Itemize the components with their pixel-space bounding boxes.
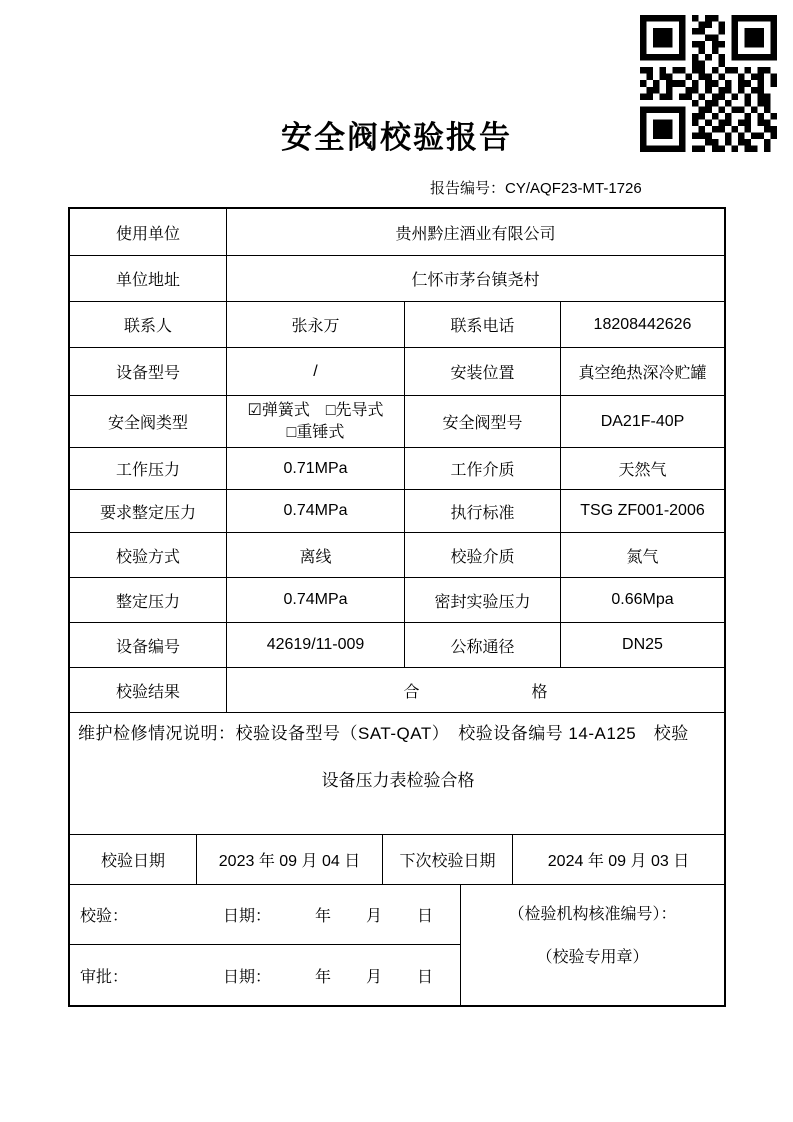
value-install-location: 真空绝热深冷贮罐 xyxy=(578,365,707,382)
value-calibration-date: 2023 年 09 月 04 日 xyxy=(197,835,383,884)
label-required-set-pressure: 要求整定压力 xyxy=(70,490,227,532)
table-row-set-pressure xyxy=(70,578,724,623)
table-row-use-unit xyxy=(70,209,724,256)
value-required-set-pressure: 0.74MPa xyxy=(227,490,405,532)
value-calibration-medium: 氮气 xyxy=(626,548,659,566)
report-number-label: 报告编号： xyxy=(430,180,506,197)
value-seal-test-pressure: 0.66Mpa xyxy=(611,591,674,608)
label-nominal-diameter: 公称通径 xyxy=(405,623,561,667)
label-equipment-number: 设备编号 xyxy=(70,623,227,667)
label-approver-sign: 审批： xyxy=(80,968,129,986)
value-equipment-model: / xyxy=(227,348,405,395)
signature-block xyxy=(70,885,461,1005)
table-row-maintenance-note xyxy=(70,713,724,835)
label-working-medium: 工作介质 xyxy=(405,448,561,489)
label-seal-test-pressure: 密封实验压力 xyxy=(405,578,561,622)
valve-type-checkboxes-line2: □重锤式 xyxy=(286,423,345,441)
value-nominal-diameter: DN25 xyxy=(622,636,663,653)
table-row-calibration-method xyxy=(70,533,724,578)
table-row-calibration-date xyxy=(70,835,724,885)
stamp-special-seal-label: （校验专用章） xyxy=(536,949,649,966)
label-set-pressure: 整定压力 xyxy=(70,578,227,622)
calibrator-date-ymd: 年 月 日 xyxy=(315,908,435,925)
value-valve-type xyxy=(227,396,405,447)
table-row-valve-type xyxy=(70,396,724,448)
label-contact-person: 联系人 xyxy=(70,302,227,347)
label-calibration-date: 校验日期 xyxy=(70,835,197,884)
maintenance-note-line2: 设备压力表检验合格 xyxy=(321,771,475,790)
maintenance-note xyxy=(70,713,724,834)
value-valve-model: DA21F-40P xyxy=(600,412,685,430)
label-calibrator-sign: 校验： xyxy=(80,908,129,925)
value-contact-phone: 18208442626 xyxy=(593,315,692,333)
report-table xyxy=(68,207,726,1007)
signature-row-calibrator xyxy=(70,885,460,945)
value-next-calibration-date: 2024 年 09 月 03 日 xyxy=(547,853,690,870)
label-result: 校验结果 xyxy=(70,668,227,712)
value-equipment-number: 42619/11-009 xyxy=(227,623,405,667)
value-contact-person: 张永万 xyxy=(227,302,405,347)
value-calibration-method: 离线 xyxy=(227,533,405,577)
label-valve-model: 安全阀型号 xyxy=(405,396,561,447)
report-number-value: CY/AQF23-MT-1726 xyxy=(505,180,642,197)
label-unit-address: 单位地址 xyxy=(70,256,227,301)
table-row-equipment-model xyxy=(70,348,724,396)
valve-type-checkboxes-line1: ☑弹簧式 □先导式 xyxy=(247,401,384,419)
value-set-pressure: 0.74MPa xyxy=(227,578,405,622)
table-row-result xyxy=(70,668,724,713)
value-use-unit: 贵州黔庄酒业有限公司 xyxy=(395,225,556,243)
label-calibrator-date: 日期： xyxy=(223,908,272,925)
label-install-location: 安装位置 xyxy=(405,348,561,395)
table-row-equipment-number xyxy=(70,623,724,668)
stamp-approval-number-label: （检验机构核准编号）： xyxy=(508,906,677,923)
label-next-calibration-date: 下次校验日期 xyxy=(383,835,513,884)
table-row-unit-address xyxy=(70,256,724,302)
value-working-pressure: 0.71MPa xyxy=(227,448,405,489)
label-equipment-model: 设备型号 xyxy=(70,348,227,395)
table-row-signatures xyxy=(70,885,724,1005)
value-unit-address: 仁怀市茅台镇尧村 xyxy=(411,272,540,289)
label-approver-date: 日期： xyxy=(223,968,272,986)
page-title: 安全阀校验报告 xyxy=(281,120,512,155)
value-working-medium: 天然气 xyxy=(618,462,667,479)
maintenance-note-line1: 维护检修情况说明：校验设备型号（SAT-QAT） 校验设备编号 14-A125 校验 xyxy=(78,724,689,743)
label-working-pressure: 工作压力 xyxy=(70,448,227,489)
label-use-unit: 使用单位 xyxy=(70,209,227,255)
label-valve-type: 安全阀类型 xyxy=(70,396,227,447)
table-row-required-set-pressure xyxy=(70,490,724,533)
label-contact-phone: 联系电话 xyxy=(405,302,561,347)
label-calibration-medium: 校验介质 xyxy=(405,533,561,577)
table-row-working-pressure xyxy=(70,448,724,490)
label-standard: 执行标准 xyxy=(405,490,561,532)
report-number xyxy=(430,177,642,198)
approver-date-ymd: 年 月 日 xyxy=(315,968,435,986)
table-row-contact xyxy=(70,302,724,348)
label-calibration-method: 校验方式 xyxy=(70,533,227,577)
value-result: 合 格 xyxy=(403,683,548,701)
stamp-area xyxy=(461,885,724,1005)
signature-row-approver xyxy=(70,945,460,1005)
value-standard: TSG ZF001-2006 xyxy=(580,502,705,519)
